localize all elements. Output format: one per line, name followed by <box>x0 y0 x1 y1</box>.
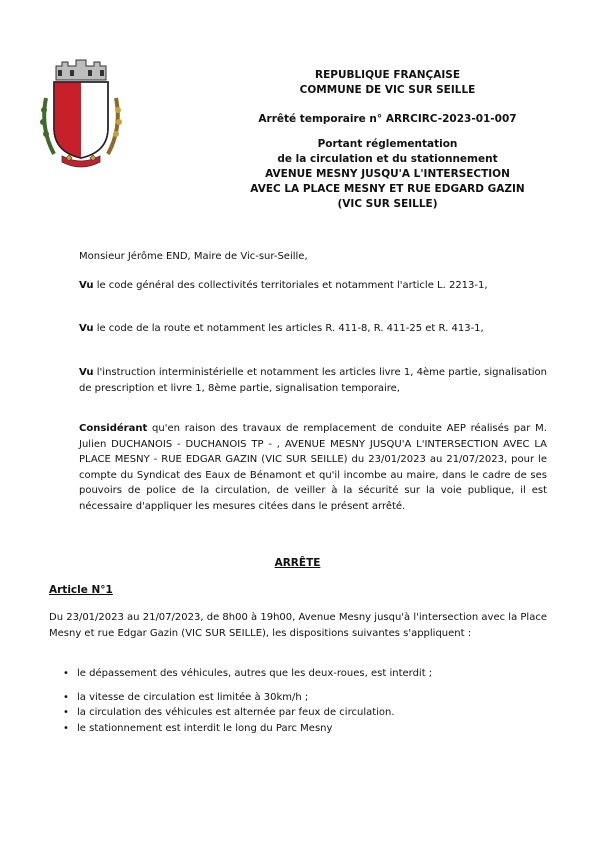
list-item <box>49 690 547 706</box>
header-commune: COMMUNE DE VIC SUR SEILLE <box>299 84 476 96</box>
arrete-number: Arrêté temporaire n° ARRCIRC-2023-01-007 <box>258 113 517 125</box>
bullet: • <box>63 707 69 718</box>
bullet: • <box>63 668 69 679</box>
measure-text: la circulation des véhicules est alternée par feux de circulation. <box>77 707 395 718</box>
bullet: • <box>63 722 69 734</box>
mayor-line: Monsieur Jérôme END, Maire de Vic-sur-Seille, <box>79 251 308 262</box>
vu-keyword: Vu <box>79 367 94 378</box>
bullet: • <box>63 691 69 703</box>
coat-of-arms-icon <box>36 58 126 173</box>
vu-keyword: Vu <box>79 280 94 291</box>
vu-paragraph-2 <box>79 321 547 337</box>
article-1-title: Article N°1 <box>49 584 113 596</box>
vu-paragraph-3 <box>79 365 547 396</box>
considerant-keyword: Considérant <box>79 423 148 434</box>
vu-keyword: Vu <box>79 323 94 334</box>
list-item <box>49 705 547 721</box>
considerant-text: qu'en raison des travaux de remplacement de conduite AEP réalisés par M. Julien DUCHANOIS - DUCHANOIS TP - , AVENUE MESNY JUSQU'A L'INTERSECTION AVEC LA PLACE MESNY - RUE EDGAR GAZIN (VIC SUR SEILLE) du 23/01/2023 au 21/07/2023, pour le compte du Syndicat des Eaux de Bénamont et qu'il incombe au maire, dans le cadre de ses pouvoirs de police de la circulation, de veiller à la sécurité sur la voie publique, il est nécessaire d'appliquer les mesures citées dans le présent arrêté. <box>79 423 547 512</box>
arrete-title: ARRÊTE <box>274 557 321 569</box>
vu-paragraph-1 <box>79 278 547 294</box>
list-item <box>49 666 547 682</box>
vu-text-3: l'instruction interministérielle et notamment les articles livre 1, 4ème partie, signalisation de prescription et livre 1, 8ème partie, signalisation temporaire, <box>79 367 547 394</box>
header-republic: REPUBLIQUE FRANÇAISE <box>314 69 460 81</box>
vu-text-2: le code de la route et notamment les articles R. 411-8, R. 411-25 et R. 413-1, <box>93 323 484 334</box>
measure-text: le dépassement des véhicules, autres que les deux-roues, est interdit ; <box>77 668 433 679</box>
header-portant: Portant réglementation <box>317 138 458 150</box>
measure-text: le stationnement est interdit le long du Parc Mesny <box>77 722 333 734</box>
header-subject-1: de la circulation et du stationnement <box>277 153 498 165</box>
considerant-paragraph <box>79 421 547 514</box>
vu-text-1: le code général des collectivités territoriales et notamment l'article L. 2213-1, <box>93 280 488 291</box>
header-subject-4: (VIC SUR SEILLE) <box>337 198 438 210</box>
header-subject-3: AVEC LA PLACE MESNY ET RUE EDGARD GAZIN <box>250 183 525 195</box>
measures-list <box>49 666 547 736</box>
article-1-text: Du 23/01/2023 au 21/07/2023, de 8h00 à 19h00, Avenue Mesny jusqu'à l'intersection avec la Place Mesny et rue Edgar Gazin (VIC SUR SEILLE), les dispositions suivantes s'appliquent : <box>49 612 547 639</box>
measure-text: la vitesse de circulation est limitée à 30km/h ; <box>77 691 309 703</box>
document-header <box>200 68 575 212</box>
list-item <box>49 721 547 737</box>
header-subject-2: AVENUE MESNY JUSQU'A L'INTERSECTION <box>265 168 510 180</box>
